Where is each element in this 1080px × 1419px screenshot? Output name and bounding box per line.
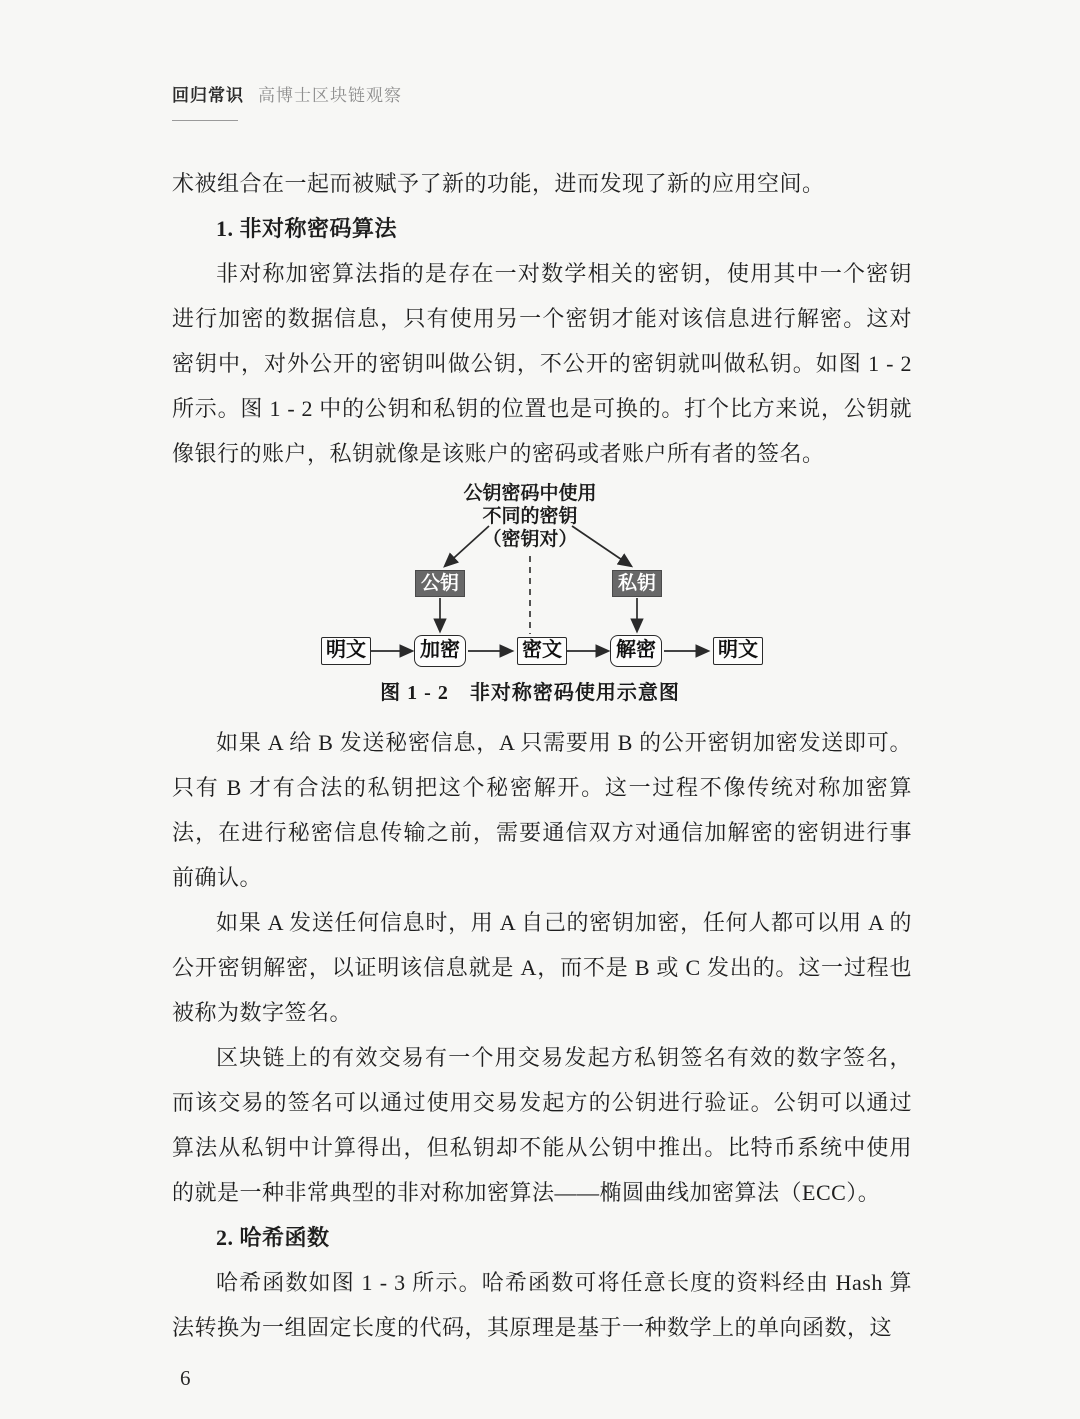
book-subtitle: 高博士区块链观察 [258,86,402,105]
paragraph-digital-signature: 如果 A 发送任何信息时，用 A 自己的密钥加密，任何人都可以用 A 的公开密钥解密，以证明该信息就是 A，而不是 B 或 C 发出的。这一过程也被称为数字签名。 [172,910,912,1025]
keypair-annotation-line1: 公钥密码中使用 [463,483,597,504]
section-heading-asymmetric: 1. 非对称密码算法 [216,216,398,241]
figure-caption: 图 1 - 2 非对称密码使用示意图 [380,682,680,704]
figure-1-2 [172,482,912,710]
encrypt-box: 加密 [414,635,466,667]
public-key-box: 公钥 [415,570,465,597]
paragraph-hash-function: 哈希函数如图 1 - 3 所示。哈希函数可将任意长度的资料经由 Hash 算法转换为一组固定长度的代码，其原理是基于一种数学上的单向函数，这 [172,1270,912,1340]
page-number: 6 [180,1366,191,1390]
page-content [172,161,912,1391]
header-rule [172,120,238,121]
section-heading-hash: 2. 哈希函数 [216,1225,330,1250]
paragraph-public-key-send: 如果 A 给 B 发送秘密信息，A 只需要用 B 的公开密钥加密发送即可。只有 B 才有合法的私钥把这个秘密解开。这一过程不像传统对称加密算法，在进行秘密信息传输之前，需要通信双方对通信加解密的密钥进行事前确认。 [172,730,912,890]
plaintext-box-right: 明文 [713,637,763,665]
decrypt-box: 解密 [610,635,662,667]
running-head [172,84,912,121]
private-key-box: 私钥 [612,570,662,597]
plaintext-box-left: 明文 [321,637,371,665]
paragraph-continuation: 术被组合在一起而被赋予了新的功能，进而发现了新的应用空间。 [172,171,825,196]
book-title: 回归常识 [172,86,244,105]
keypair-annotation-line3: （密钥对） [482,529,578,550]
keypair-annotation [463,482,596,551]
paragraph-blockchain-transaction: 区块链上的有效交易有一个用交易发起方私钥签名有效的数字签名，而该交易的签名可以通过使用交易发起方的公钥进行验证。公钥可以通过算法从私钥中计算得出，但私钥却不能从公钥中推出。比特币系统中使用的就是一种非常典型的非对称加密算法——椭圆曲线加密算法（ECC）。 [172,1045,912,1205]
keypair-annotation-line2: 不同的密钥 [482,506,578,527]
ciphertext-box: 密文 [517,637,567,665]
paragraph-asymmetric-definition: 非对称加密算法指的是存在一对数学相关的密钥，使用其中一个密钥进行加密的数据信息，只有使用另一个密钥才能对该信息进行解密。这对密钥中，对外公开的密钥叫做公钥，不公开的密钥就叫做私钥。如图 1 - 2 所示。图 1 - 2 中的公钥和私钥的位置也是可换的。打个比方来说，公钥就像银行的账户，私钥就像是该账户的密码或者账户所有者的签名。 [172,261,912,466]
